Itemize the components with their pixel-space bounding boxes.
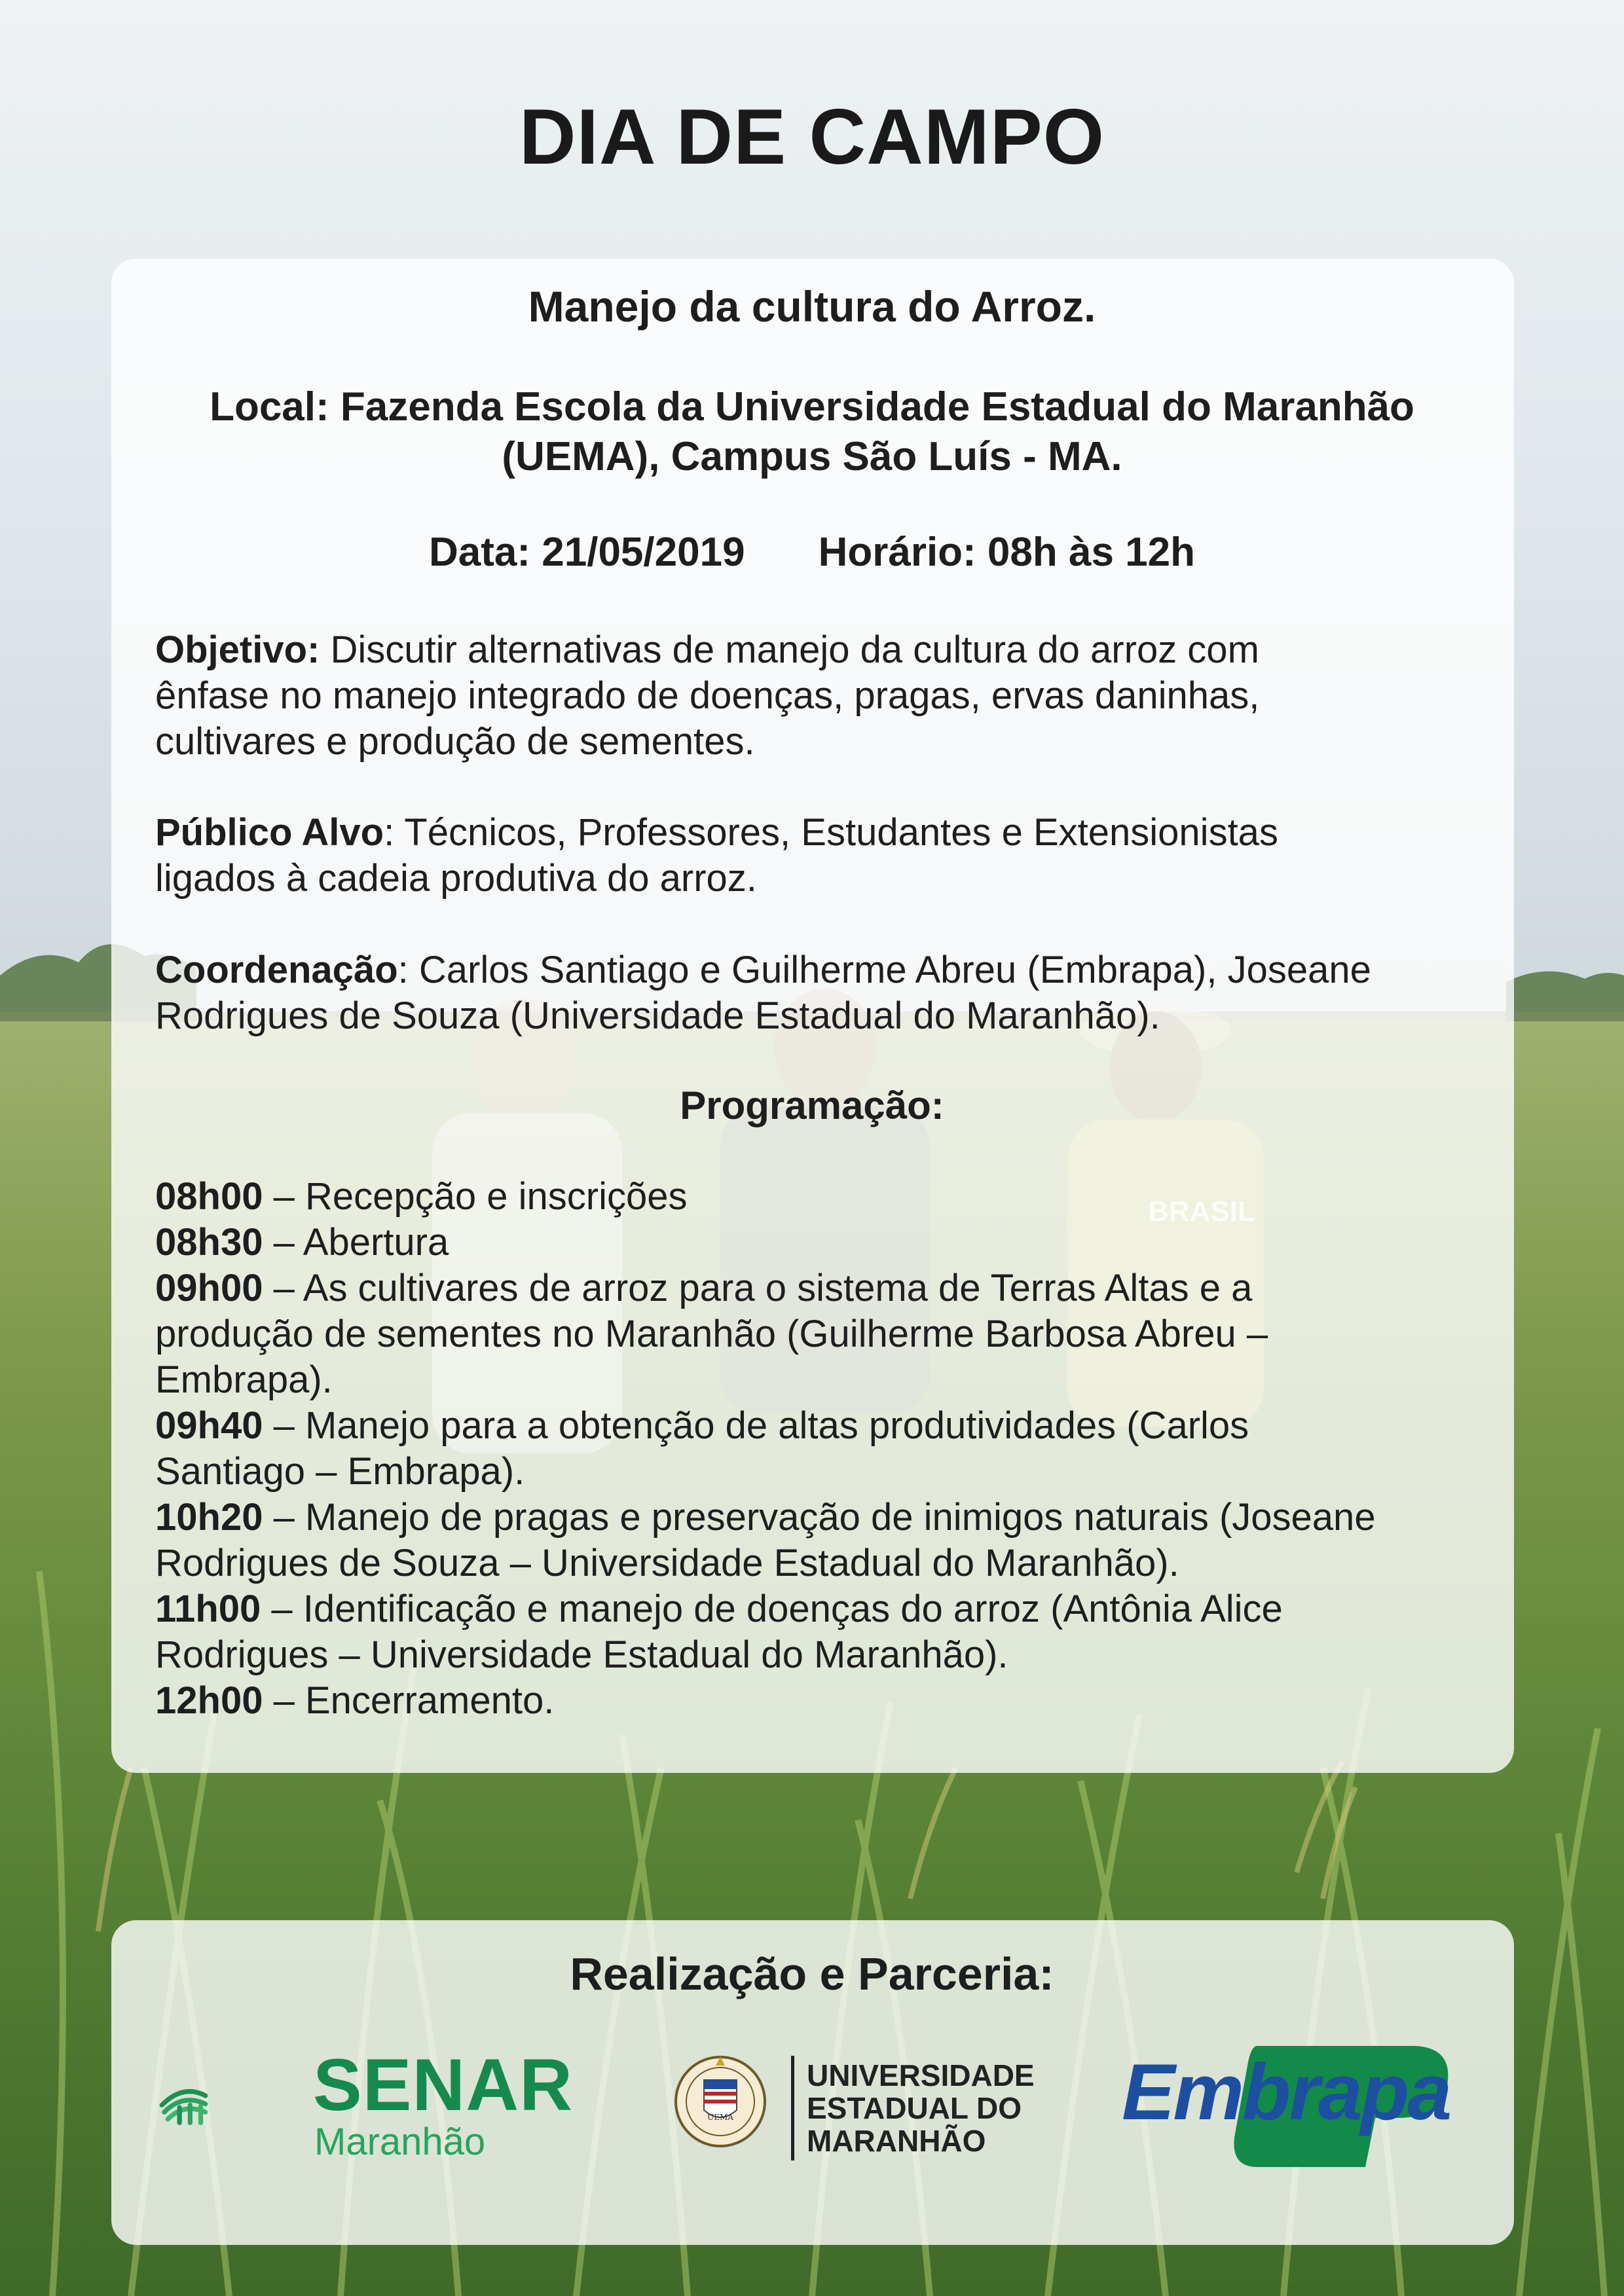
schedule-heading: Programação: xyxy=(680,1084,944,1127)
partners-heading: Realização e Parceria: xyxy=(570,1948,1054,1999)
audience-paragraph xyxy=(155,810,1504,902)
objective-line: Discutir alternativas de manejo da cultura do arroz com xyxy=(320,629,1259,671)
schedule-time: 09h40 xyxy=(155,1404,263,1447)
schedule-item xyxy=(155,1174,1504,1220)
schedule-item xyxy=(155,1220,1504,1266)
uema-name-line: ESTADUAL DO xyxy=(807,2091,1022,2125)
schedule-list xyxy=(155,1174,1504,1724)
schedule-description: produção de sementes no Maranhão (Guilherme Barbosa Abreu – xyxy=(155,1313,1268,1355)
schedule-description: Rodrigues de Souza – Universidade Estadual do Maranhão). xyxy=(155,1542,1179,1584)
location-line-2: (UEMA), Campus São Luís - MA. xyxy=(502,434,1122,479)
schedule-time: 08h30 xyxy=(155,1221,263,1264)
schedule-item xyxy=(155,1495,1504,1586)
schedule-description: Rodrigues – Universidade Estadual do Maranhão). xyxy=(155,1633,1008,1676)
embrapa-logo xyxy=(1116,2039,1470,2170)
uema-divider xyxy=(791,2056,794,2160)
schedule-description: – Manejo para a obtenção de altas produtividades (Carlos xyxy=(263,1404,1249,1447)
senar-subtitle: Maranhão xyxy=(314,2121,486,2163)
schedule-time: 11h00 xyxy=(155,1588,261,1630)
event-time: Horário: 08h às 12h xyxy=(818,530,1195,575)
schedule-description: – Abertura xyxy=(263,1221,449,1264)
event-date: Data: 21/05/2019 xyxy=(429,530,745,575)
schedule-time: 08h00 xyxy=(155,1175,263,1218)
event-subtitle: Manejo da cultura do Arroz. xyxy=(528,282,1096,331)
senar-name: SENAR xyxy=(313,2044,574,2126)
schedule-item xyxy=(155,1586,1504,1678)
page-title: DIA DE CAMPO xyxy=(519,93,1105,181)
schedule-item xyxy=(155,1678,1504,1724)
schedule-time: 09h00 xyxy=(155,1267,263,1309)
date-time-line xyxy=(0,529,1624,575)
objective-label: Objetivo: xyxy=(155,629,320,671)
embrapa-name: Embrapa xyxy=(1122,2047,1450,2136)
objective-line: cultivares e produção de sementes. xyxy=(155,720,755,763)
senar-logo-icon xyxy=(157,2039,308,2164)
schedule-description: Santiago – Embrapa). xyxy=(155,1450,525,1493)
schedule-description: – Manejo de pragas e preservação de inimigos naturais (Joseane xyxy=(263,1496,1376,1539)
schedule-description: – Identificação e manejo de doenças do arroz (Antônia Alice xyxy=(261,1588,1283,1630)
uema-name-line: MARANHÃO xyxy=(807,2124,986,2158)
audience-line: ligados à cadeia produtiva do arroz. xyxy=(155,857,757,900)
coordination-line: Rodrigues de Souza (Universidade Estadual do Maranhão). xyxy=(155,994,1160,1037)
uema-name-line: UNIVERSIDADE xyxy=(807,2058,1035,2092)
audience-line: : Técnicos, Professores, Estudantes e Extensionistas xyxy=(384,811,1278,854)
schedule-description: – Encerramento. xyxy=(263,1679,555,1722)
schedule-description: Embrapa). xyxy=(155,1358,333,1401)
coordination-label: Coordenação xyxy=(155,949,398,991)
schedule-time: 12h00 xyxy=(155,1679,263,1722)
location-line-1: Local: Fazenda Escola da Universidade Estadual do Maranhão xyxy=(210,384,1414,429)
schedule-time: 10h20 xyxy=(155,1496,263,1539)
schedule-item xyxy=(155,1403,1504,1495)
coordination-line: : Carlos Santiago e Guilherme Abreu (Embrapa), Joseane xyxy=(397,949,1371,991)
schedule-item xyxy=(155,1266,1504,1403)
uema-seal-icon xyxy=(671,2039,769,2164)
schedule-description: – As cultivares de arroz para o sistema de Terras Altas e a xyxy=(263,1267,1253,1309)
schedule-description: – Recepção e inscrições xyxy=(263,1175,688,1218)
objective-paragraph xyxy=(155,627,1504,765)
audience-label: Público Alvo xyxy=(155,811,384,854)
coordination-paragraph xyxy=(155,947,1504,1039)
uema-name xyxy=(807,2059,1035,2157)
objective-line: ênfase no manejo integrado de doenças, pragas, ervas daninhas, xyxy=(155,674,1260,717)
event-location xyxy=(0,382,1624,482)
uema-seal-text: UEMA xyxy=(707,2113,733,2122)
